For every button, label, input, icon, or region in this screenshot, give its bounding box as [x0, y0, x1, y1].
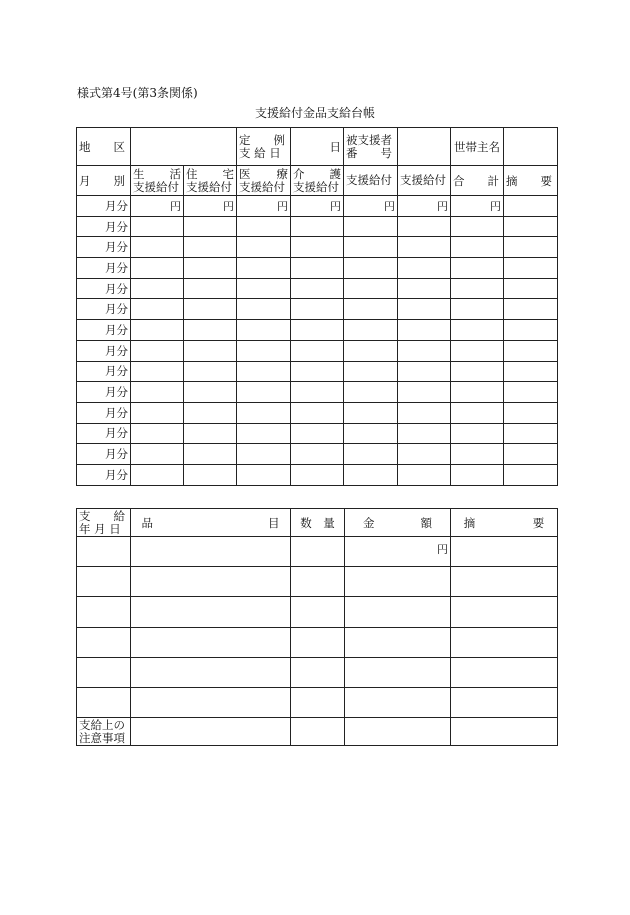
document-title: 支援給付金品支給台帳	[254, 106, 375, 120]
amount-cell[interactable]	[291, 237, 344, 258]
amount-cell[interactable]	[345, 657, 451, 687]
amount-cell[interactable]	[398, 402, 451, 423]
month-suffix: 月分	[105, 198, 128, 213]
amount-cell[interactable]	[398, 382, 451, 403]
goods-row	[77, 537, 558, 567]
goods-remarks-cell[interactable]	[451, 657, 558, 687]
month-cell[interactable]	[77, 423, 131, 444]
amount-cell[interactable]	[291, 258, 344, 279]
amount-cell[interactable]	[398, 444, 451, 465]
quantity-cell[interactable]	[291, 657, 345, 687]
goods-remarks-cell[interactable]	[451, 687, 558, 717]
benefit-column-header	[237, 166, 291, 196]
benefit-suffix-label: 支援給付	[400, 173, 446, 187]
amount-cell[interactable]	[451, 299, 504, 320]
amount-cell[interactable]	[184, 340, 237, 361]
amount-cell[interactable]	[344, 423, 398, 444]
amount-cell[interactable]	[291, 423, 344, 444]
amount-cell[interactable]	[344, 464, 398, 485]
benefit-column-header	[291, 166, 344, 196]
amount-cell[interactable]	[237, 216, 291, 237]
ledger-month-row	[77, 278, 558, 299]
amount-cell[interactable]	[291, 299, 344, 320]
amount-cell[interactable]	[184, 258, 237, 279]
goods-ledger-table	[76, 508, 558, 746]
benefit-suffix-label: 支援給付	[239, 179, 285, 194]
amount-cell[interactable]	[237, 402, 291, 423]
amount-cell[interactable]	[131, 278, 184, 299]
benefit-type-label	[293, 168, 341, 181]
month-suffix: 月分	[105, 467, 128, 482]
amount-cell[interactable]	[237, 361, 291, 382]
goods-remarks-label: 摘 要	[451, 509, 558, 537]
amount-cell[interactable]	[131, 216, 184, 237]
remarks-cell[interactable]	[504, 299, 558, 320]
benefit-column-header	[131, 166, 184, 196]
amount-cell[interactable]	[451, 320, 504, 341]
goods-remarks-cell[interactable]	[451, 627, 558, 657]
regular-pay-day-label-top: 定 例	[239, 132, 285, 147]
benefit-suffix-label: 支援給付	[186, 179, 232, 194]
benefit-type-char: 活	[169, 166, 181, 181]
ledger-month-row	[77, 444, 558, 465]
remarks-cell[interactable]	[504, 402, 558, 423]
amount-cell[interactable]	[345, 597, 451, 627]
amount-cell[interactable]	[398, 464, 451, 485]
amount-cell[interactable]	[451, 402, 504, 423]
amount-cell[interactable]	[398, 196, 451, 217]
goods-row	[77, 567, 558, 597]
month-cell[interactable]	[77, 402, 131, 423]
item-label: 品 目	[131, 509, 291, 537]
item-cell[interactable]	[131, 537, 291, 567]
goods-rows	[77, 537, 558, 718]
pay-day-field[interactable]	[291, 128, 344, 166]
amount-cell[interactable]	[344, 320, 398, 341]
amount-cell[interactable]	[131, 361, 184, 382]
month-cell[interactable]	[77, 196, 131, 217]
quantity-cell[interactable]	[291, 567, 345, 597]
month-label	[77, 166, 131, 196]
amount-cell[interactable]	[451, 196, 504, 217]
month-suffix: 月分	[105, 405, 128, 420]
amount-cell[interactable]	[451, 444, 504, 465]
yen-unit: 円	[490, 199, 501, 213]
amount-cell[interactable]	[451, 340, 504, 361]
amount-cell[interactable]	[344, 237, 398, 258]
amount-cell[interactable]	[131, 299, 184, 320]
amount-cell[interactable]	[291, 340, 344, 361]
quantity-cell[interactable]	[291, 597, 345, 627]
goods-row	[77, 657, 558, 687]
amount-cell[interactable]	[398, 320, 451, 341]
amount-cell[interactable]	[131, 382, 184, 403]
month-suffix: 月分	[105, 219, 128, 234]
quantity-cell[interactable]	[291, 687, 345, 717]
amount-cell[interactable]	[184, 444, 237, 465]
total-label-text: 合 計	[453, 173, 499, 188]
benefit-type-char: 住	[186, 166, 198, 181]
goods-header-row	[77, 509, 558, 537]
remarks-cell[interactable]	[504, 258, 558, 279]
amount-cell[interactable]	[451, 216, 504, 237]
amount-cell[interactable]	[131, 402, 184, 423]
pay-date-label-top: 支 給	[79, 508, 125, 523]
benefit-type-label	[133, 168, 181, 181]
amount-cell[interactable]	[344, 258, 398, 279]
benefit-column-header	[184, 166, 237, 196]
amount-label: 金 額	[345, 509, 451, 537]
amount-cell[interactable]	[398, 216, 451, 237]
remarks-cell[interactable]	[504, 361, 558, 382]
yen-unit: 円	[170, 199, 181, 213]
quantity-cell[interactable]	[291, 537, 345, 567]
quantity-cell[interactable]	[291, 627, 345, 657]
goods-remarks-cell[interactable]	[451, 597, 558, 627]
yen-unit: 円	[277, 199, 288, 213]
month-cell[interactable]	[77, 340, 131, 361]
pay-date-cell[interactable]	[77, 627, 131, 657]
household-head-value[interactable]	[504, 128, 558, 166]
amount-cell[interactable]	[451, 278, 504, 299]
amount-cell[interactable]	[451, 237, 504, 258]
amount-cell[interactable]	[344, 299, 398, 320]
amount-cell[interactable]	[451, 361, 504, 382]
goods-row	[77, 687, 558, 717]
ledger-month-row	[77, 464, 558, 485]
ledger-header-row	[77, 166, 558, 196]
goods-remarks-cell[interactable]	[451, 567, 558, 597]
remarks-cell[interactable]	[504, 340, 558, 361]
month-suffix: 月分	[105, 240, 128, 255]
month-suffix: 月分	[105, 322, 128, 337]
amount-cell[interactable]	[291, 216, 344, 237]
amount-cell[interactable]	[184, 423, 237, 444]
amount-cell[interactable]	[131, 444, 184, 465]
notes-label-top: 支給上の	[79, 717, 125, 732]
month-cell[interactable]	[77, 382, 131, 403]
ledger-month-row	[77, 402, 558, 423]
amount-cell[interactable]	[451, 258, 504, 279]
amount-cell[interactable]	[184, 402, 237, 423]
yen-unit: 円	[384, 199, 395, 213]
month-cell[interactable]	[77, 361, 131, 382]
month-suffix: 月分	[105, 343, 128, 358]
remarks-cell[interactable]	[504, 278, 558, 299]
amount-cell[interactable]	[237, 320, 291, 341]
amount-cell[interactable]	[184, 237, 237, 258]
benefit-suffix-label: 支援給付	[293, 179, 339, 194]
amount-cell[interactable]	[291, 320, 344, 341]
ledger-month-row	[77, 340, 558, 361]
month-label-text: 月 別	[79, 173, 125, 188]
amount-cell[interactable]	[451, 423, 504, 444]
benefit-type-char: 介	[293, 166, 305, 181]
form-number-label: 様式第4号(第3条関係)	[77, 86, 198, 100]
month-cell[interactable]	[77, 464, 131, 485]
pay-date-cell[interactable]	[77, 567, 131, 597]
amount-cell[interactable]	[131, 464, 184, 485]
quantity-label: 数 量	[291, 509, 345, 537]
month-suffix: 月分	[105, 426, 128, 441]
ledger-month-row	[77, 258, 558, 279]
benefit-type-char: 宅	[222, 166, 234, 181]
amount-cell[interactable]	[345, 567, 451, 597]
benefit-type-char: 護	[329, 166, 341, 181]
yen-unit: 円	[223, 199, 234, 213]
notes-value-remarks[interactable]	[451, 718, 558, 746]
notes-row	[77, 718, 558, 746]
remarks-cell[interactable]	[504, 464, 558, 485]
household-head-label: 世帯主名	[451, 128, 504, 166]
remarks-cell[interactable]	[504, 423, 558, 444]
notes-label	[77, 718, 131, 746]
ledger-remarks-label	[504, 166, 558, 196]
recipient-number-label	[344, 128, 398, 166]
benefit-type-char: 療	[276, 166, 288, 181]
notes-label-bottom: 注意事項	[79, 730, 125, 745]
remarks-cell[interactable]	[504, 320, 558, 341]
benefit-type-char: 医	[239, 166, 251, 181]
amount-cell[interactable]	[398, 258, 451, 279]
month-cell[interactable]	[77, 278, 131, 299]
amount-cell[interactable]	[291, 464, 344, 485]
benefit-suffix-label: 支援給付	[346, 173, 392, 187]
month-suffix: 月分	[105, 302, 128, 317]
amount-cell[interactable]	[184, 299, 237, 320]
amount-cell[interactable]	[131, 320, 184, 341]
ledger-info-row	[77, 128, 558, 166]
notes-value-qty[interactable]	[291, 718, 345, 746]
item-cell[interactable]	[131, 657, 291, 687]
district-label: 地 区	[77, 128, 131, 166]
ledger-month-row	[77, 237, 558, 258]
pay-date-label	[77, 509, 131, 537]
payment-ledger-table	[76, 127, 558, 486]
amount-cell[interactable]	[131, 258, 184, 279]
pay-date-label-bottom: 年 月 日	[79, 521, 121, 536]
pay-date-cell[interactable]	[77, 537, 131, 567]
amount-cell[interactable]	[344, 340, 398, 361]
amount-cell[interactable]	[237, 258, 291, 279]
remarks-cell[interactable]	[504, 216, 558, 237]
amount-cell[interactable]	[344, 402, 398, 423]
amount-cell[interactable]	[398, 340, 451, 361]
amount-cell[interactable]	[131, 340, 184, 361]
notes-value-amount[interactable]	[345, 718, 451, 746]
pay-date-cell[interactable]	[77, 657, 131, 687]
amount-cell[interactable]	[344, 444, 398, 465]
amount-cell[interactable]	[451, 464, 504, 485]
ledger-month-row	[77, 320, 558, 341]
amount-cell[interactable]	[398, 278, 451, 299]
amount-cell[interactable]	[344, 196, 398, 217]
amount-cell[interactable]	[184, 196, 237, 217]
month-cell[interactable]	[77, 258, 131, 279]
amount-cell[interactable]	[345, 537, 451, 567]
benefit-type-char: 生	[133, 166, 145, 181]
month-cell[interactable]	[77, 216, 131, 237]
amount-cell[interactable]	[291, 196, 344, 217]
recipient-number-label-bottom: 番 号	[346, 145, 392, 160]
regular-pay-day-label	[237, 128, 291, 166]
amount-cell[interactable]	[344, 216, 398, 237]
pay-date-cell[interactable]	[77, 597, 131, 627]
amount-cell[interactable]	[237, 278, 291, 299]
amount-cell[interactable]	[237, 299, 291, 320]
ledger-month-row	[77, 196, 558, 217]
goods-remarks-cell[interactable]	[451, 537, 558, 567]
amount-cell[interactable]	[184, 278, 237, 299]
item-cell[interactable]	[131, 687, 291, 717]
total-label	[451, 166, 504, 196]
remarks-cell[interactable]	[504, 382, 558, 403]
amount-cell[interactable]	[291, 278, 344, 299]
ledger-month-row	[77, 423, 558, 444]
amount-cell[interactable]	[131, 423, 184, 444]
amount-cell[interactable]	[237, 237, 291, 258]
amount-cell[interactable]	[344, 361, 398, 382]
yen-unit: 円	[437, 199, 448, 213]
remarks-cell[interactable]	[504, 196, 558, 217]
amount-cell[interactable]	[237, 340, 291, 361]
yen-unit: 円	[437, 543, 448, 556]
yen-unit: 円	[330, 199, 341, 213]
benefit-type-label	[186, 168, 234, 181]
amount-cell[interactable]	[291, 444, 344, 465]
amount-cell[interactable]	[344, 278, 398, 299]
amount-cell[interactable]	[291, 382, 344, 403]
recipient-number-value[interactable]	[398, 128, 451, 166]
benefit-suffix-label: 支援給付	[133, 179, 179, 194]
amount-cell[interactable]	[398, 423, 451, 444]
amount-cell[interactable]	[184, 320, 237, 341]
goods-row	[77, 597, 558, 627]
month-cell[interactable]	[77, 444, 131, 465]
regular-pay-day-label-bottom: 支 給 日	[239, 145, 281, 160]
amount-cell[interactable]	[131, 237, 184, 258]
recipient-number-label-top: 被支援者	[346, 132, 392, 147]
remarks-cell[interactable]	[504, 237, 558, 258]
ledger-remarks-label-text: 摘 要	[506, 173, 552, 188]
item-cell[interactable]	[131, 627, 291, 657]
amount-cell[interactable]	[184, 464, 237, 485]
ledger-month-row	[77, 216, 558, 237]
amount-cell[interactable]	[451, 382, 504, 403]
month-suffix: 月分	[105, 364, 128, 379]
amount-cell[interactable]	[237, 382, 291, 403]
item-cell[interactable]	[131, 597, 291, 627]
amount-cell[interactable]	[184, 382, 237, 403]
benefit-type-label	[239, 168, 288, 181]
month-suffix: 月分	[105, 260, 128, 275]
month-suffix: 月分	[105, 281, 128, 296]
amount-cell[interactable]	[344, 382, 398, 403]
benefit-column-header	[344, 166, 398, 196]
amount-cell[interactable]	[237, 423, 291, 444]
pay-date-cell[interactable]	[77, 687, 131, 717]
amount-cell[interactable]	[398, 299, 451, 320]
ledger-month-row	[77, 299, 558, 320]
amount-cell[interactable]	[131, 196, 184, 217]
amount-cell[interactable]	[398, 361, 451, 382]
amount-cell[interactable]	[345, 627, 451, 657]
month-suffix: 月分	[105, 385, 128, 400]
month-cell[interactable]	[77, 320, 131, 341]
month-suffix: 月分	[105, 447, 128, 462]
month-cell[interactable]	[77, 237, 131, 258]
benefit-column-header	[398, 166, 451, 196]
amount-cell[interactable]	[184, 361, 237, 382]
amount-cell[interactable]	[184, 216, 237, 237]
amount-cell[interactable]	[345, 687, 451, 717]
amount-cell[interactable]	[237, 464, 291, 485]
ledger-month-row	[77, 361, 558, 382]
amount-cell[interactable]	[291, 361, 344, 382]
amount-cell[interactable]	[291, 402, 344, 423]
ledger-month-rows	[77, 196, 558, 486]
notes-value[interactable]	[131, 718, 291, 746]
amount-cell[interactable]	[398, 237, 451, 258]
ledger-month-row	[77, 382, 558, 403]
day-unit: 日	[329, 139, 341, 154]
district-value[interactable]	[131, 128, 237, 166]
remarks-cell[interactable]	[504, 444, 558, 465]
month-cell[interactable]	[77, 299, 131, 320]
amount-cell[interactable]	[237, 444, 291, 465]
goods-row	[77, 627, 558, 657]
amount-cell[interactable]	[237, 196, 291, 217]
item-cell[interactable]	[131, 567, 291, 597]
